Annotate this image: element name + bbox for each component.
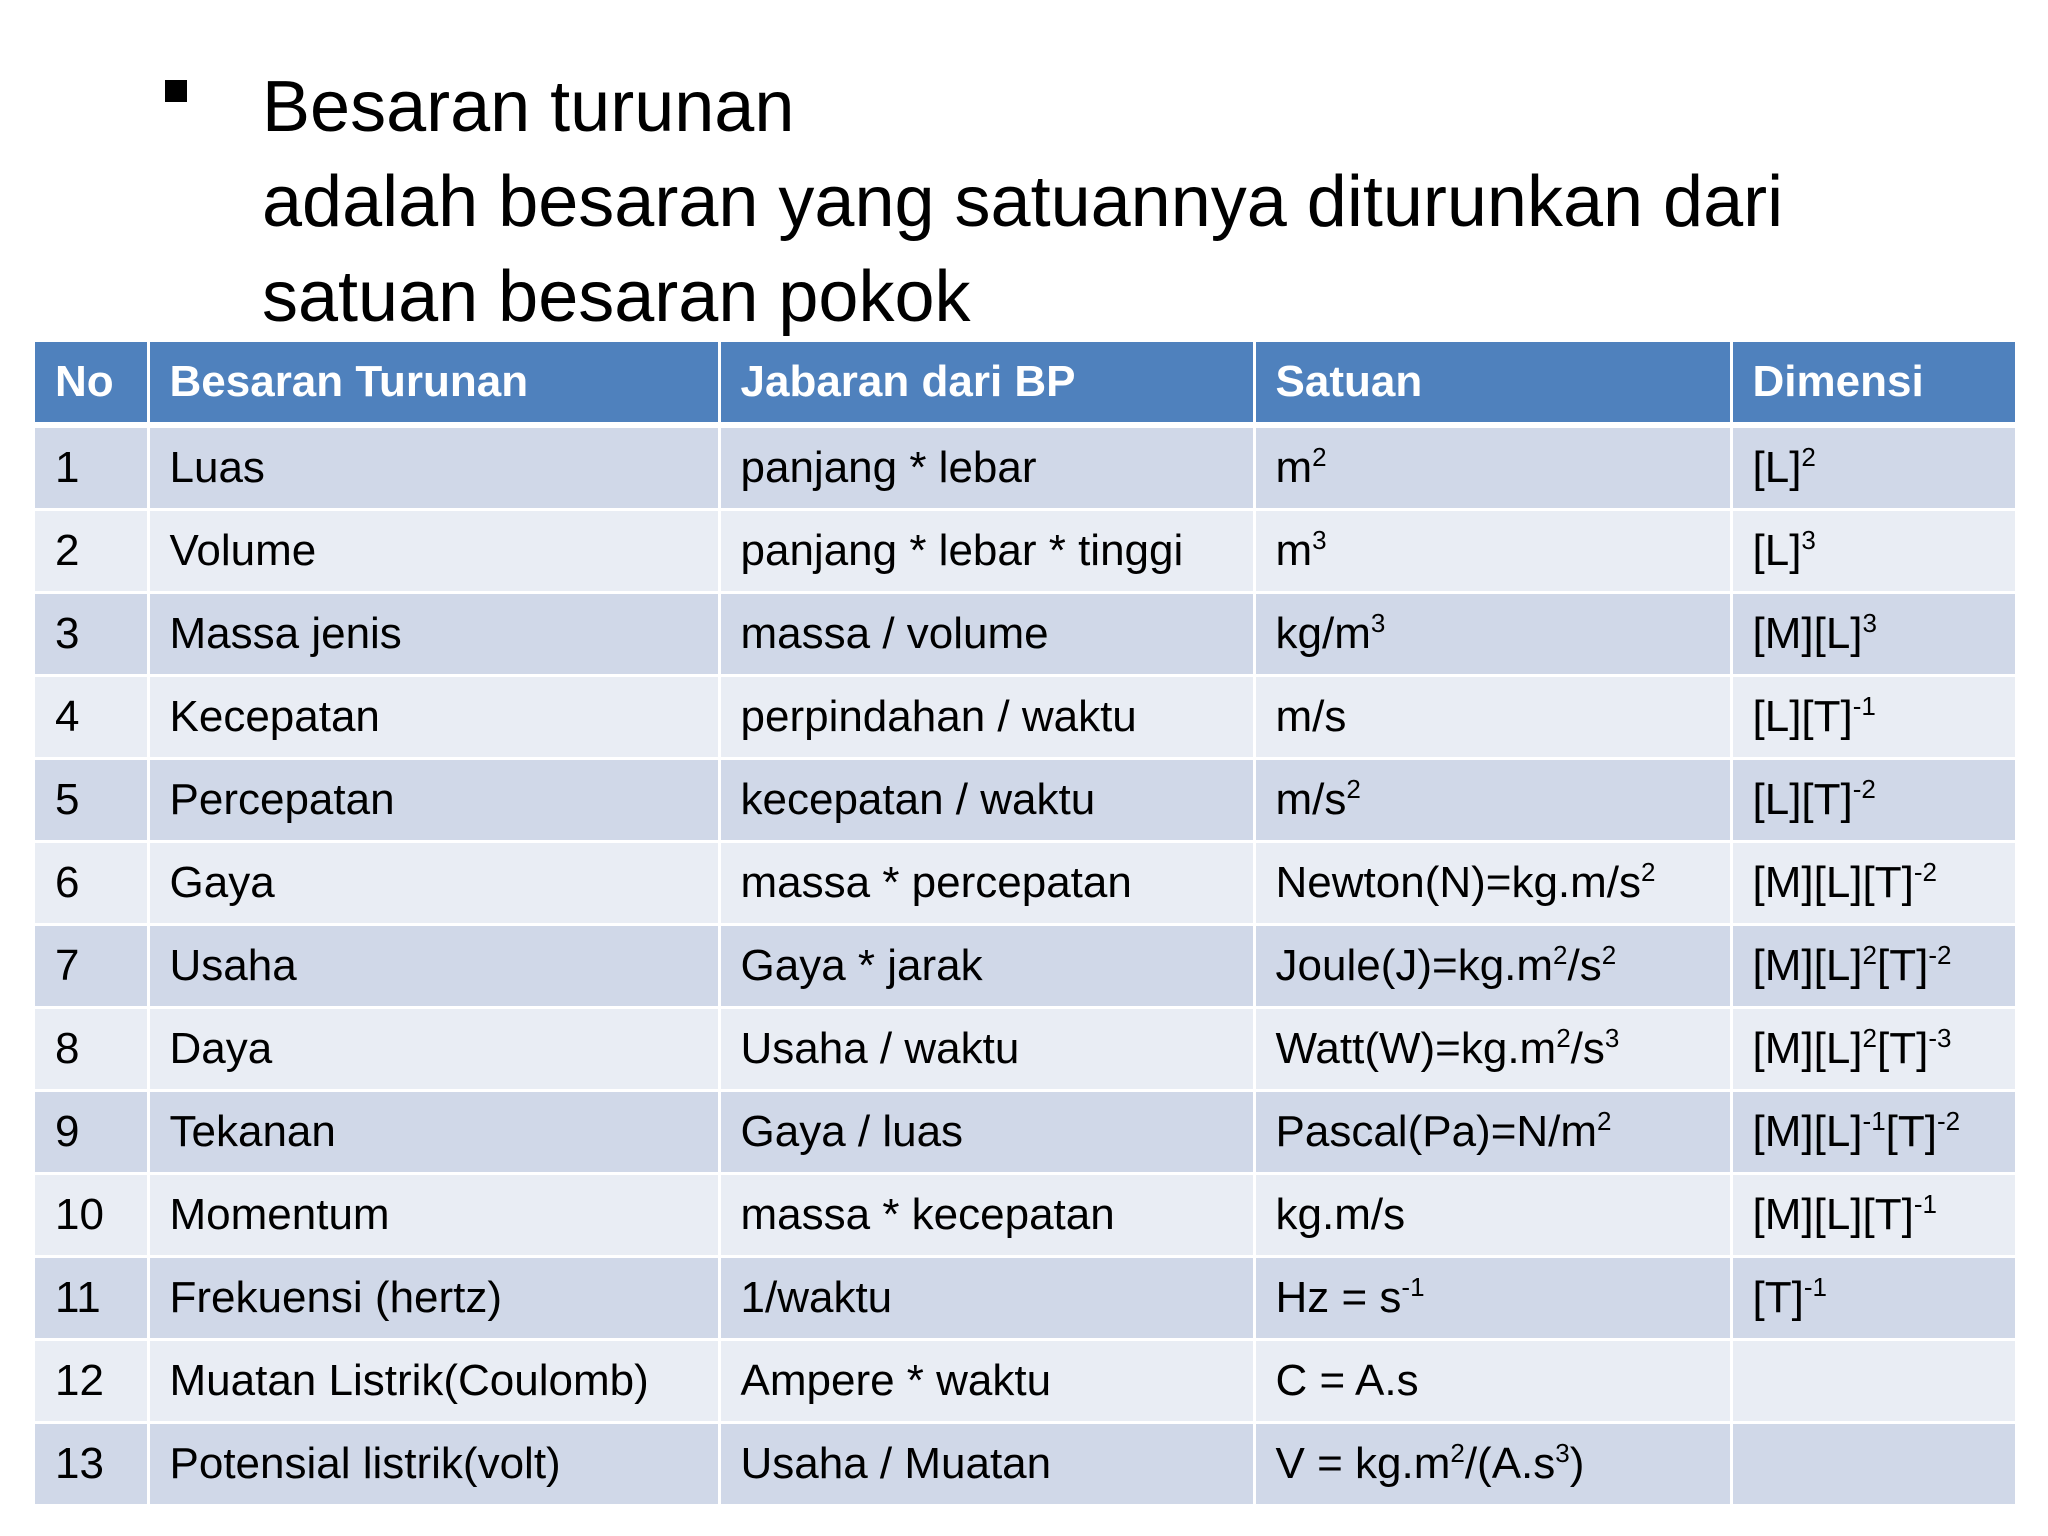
superscript: 3 — [1312, 525, 1327, 555]
cell-satuan — [1254, 925, 1731, 1008]
heading-text — [262, 60, 1783, 345]
cell-satuan — [1254, 1423, 1731, 1506]
cell-besaran-turunan: Muatan Listrik(Coulomb) — [148, 1340, 719, 1423]
superscript: -1 — [1852, 691, 1876, 721]
superscript: 2 — [1862, 1023, 1877, 1053]
cell-jabaran: Gaya * jarak — [719, 925, 1254, 1008]
cell-besaran-turunan: Frekuensi (hertz) — [148, 1257, 719, 1340]
cell-dimensi — [1731, 1174, 2015, 1257]
cell-dimensi — [1731, 842, 2015, 925]
superscript: -1 — [1401, 1272, 1425, 1302]
square-bullet-icon — [165, 80, 187, 102]
superscript: 3 — [1801, 525, 1816, 555]
text-part: kg/m — [1275, 609, 1371, 658]
cell-no: 5 — [35, 759, 148, 842]
cell-besaran-turunan: Tekanan — [148, 1091, 719, 1174]
text-part: m — [1275, 526, 1313, 575]
text-part: m — [1275, 443, 1313, 492]
superscript: -1 — [1913, 1189, 1937, 1219]
cell-dimensi — [1731, 1423, 2015, 1506]
text-part: [T] — [1877, 1024, 1929, 1073]
text-part: [M][L][T] — [1752, 858, 1914, 907]
text-part: [T] — [1752, 1273, 1804, 1322]
cell-dimensi — [1731, 925, 2015, 1008]
cell-dimensi — [1731, 425, 2015, 510]
table-row — [35, 842, 2015, 925]
cell-jabaran: 1/waktu — [719, 1257, 1254, 1340]
cell-besaran-turunan: Luas — [148, 425, 719, 510]
cell-besaran-turunan: Gaya — [148, 842, 719, 925]
cell-no: 11 — [35, 1257, 148, 1340]
cell-jabaran: perpindahan / waktu — [719, 676, 1254, 759]
cell-besaran-turunan: Volume — [148, 510, 719, 593]
cell-satuan — [1254, 1008, 1731, 1091]
cell-jabaran: massa / volume — [719, 593, 1254, 676]
heading-title: Besaran turunan — [262, 67, 795, 147]
text-part: [M][L] — [1752, 941, 1863, 990]
cell-jabaran: Usaha / Muatan — [719, 1423, 1254, 1506]
text-part: m/s — [1275, 775, 1347, 824]
table-body — [35, 425, 2015, 1506]
superscript: -2 — [1936, 1106, 1961, 1136]
cell-dimensi — [1731, 593, 2015, 676]
cell-besaran-turunan: Massa jenis — [148, 593, 719, 676]
cell-satuan — [1254, 425, 1731, 510]
cell-satuan — [1254, 842, 1731, 925]
cell-jabaran: kecepatan / waktu — [719, 759, 1254, 842]
table-row — [35, 1423, 2015, 1506]
text-part: /(A.s — [1464, 1439, 1556, 1488]
superscript: 2 — [1556, 1023, 1571, 1053]
cell-dimensi — [1731, 1257, 2015, 1340]
cell-besaran-turunan: Momentum — [148, 1174, 719, 1257]
cell-satuan — [1254, 676, 1731, 759]
cell-no: 9 — [35, 1091, 148, 1174]
superscript: -2 — [1928, 940, 1952, 970]
cell-satuan — [1254, 1257, 1731, 1340]
superscript: -3 — [1928, 1023, 1952, 1053]
superscript: -2 — [1913, 857, 1937, 887]
text-part: Joule(J)=kg.m — [1275, 941, 1554, 990]
superscript: 2 — [1553, 940, 1568, 970]
cell-besaran-turunan: Usaha — [148, 925, 719, 1008]
cell-dimensi — [1731, 759, 2015, 842]
cell-no: 8 — [35, 1008, 148, 1091]
table-row — [35, 759, 2015, 842]
superscript: 2 — [1801, 442, 1816, 472]
cell-jabaran: Gaya / luas — [719, 1091, 1254, 1174]
text-part: [T] — [1877, 941, 1929, 990]
text-part: [M][L] — [1752, 609, 1863, 658]
superscript: -1 — [1862, 1106, 1886, 1136]
header-no: No — [35, 342, 148, 425]
superscript: 2 — [1597, 1106, 1612, 1136]
superscript: 2 — [1450, 1438, 1465, 1468]
table-row — [35, 510, 2015, 593]
text-part: Newton(N)=kg.m/s — [1275, 858, 1642, 907]
text-part: /s — [1567, 941, 1602, 990]
cell-no: 10 — [35, 1174, 148, 1257]
text-part: Pascal(Pa)=N/m — [1275, 1107, 1598, 1156]
text-part: [M][L][T] — [1752, 1190, 1914, 1239]
cell-no: 1 — [35, 425, 148, 510]
table-row — [35, 1340, 2015, 1423]
text-part: kg.m/s — [1275, 1190, 1406, 1239]
cell-dimensi — [1731, 1008, 2015, 1091]
cell-besaran-turunan: Percepatan — [148, 759, 719, 842]
cell-dimensi — [1731, 1091, 2015, 1174]
cell-no: 4 — [35, 676, 148, 759]
cell-no: 7 — [35, 925, 148, 1008]
text-part: [M][L] — [1752, 1107, 1863, 1156]
superscript: 2 — [1312, 442, 1327, 472]
cell-no: 6 — [35, 842, 148, 925]
text-part: [L] — [1752, 526, 1802, 575]
cell-no: 13 — [35, 1423, 148, 1506]
cell-besaran-turunan: Daya — [148, 1008, 719, 1091]
cell-satuan — [1254, 510, 1731, 593]
header-dimensi: Dimensi — [1731, 342, 2015, 425]
table-row — [35, 1174, 2015, 1257]
text-part: [L][T] — [1752, 775, 1853, 824]
text-part: Watt(W)=kg.m — [1275, 1024, 1557, 1073]
cell-besaran-turunan: Kecepatan — [148, 676, 719, 759]
cell-no: 3 — [35, 593, 148, 676]
heading-definition-line-1: adalah besaran yang satuannya diturunkan dari — [262, 162, 1784, 242]
superscript: 3 — [1555, 1438, 1570, 1468]
text-part: [T] — [1885, 1107, 1937, 1156]
cell-satuan — [1254, 1174, 1731, 1257]
table-row — [35, 925, 2015, 1008]
superscript: 2 — [1862, 940, 1877, 970]
text-part: m/s — [1275, 692, 1347, 741]
superscript: 3 — [1370, 608, 1386, 638]
cell-jabaran: massa * percepatan — [719, 842, 1254, 925]
cell-satuan — [1254, 759, 1731, 842]
text-part: C = A.s — [1275, 1356, 1419, 1405]
header-jabaran: Jabaran dari BP — [719, 342, 1254, 425]
text-part: [M][L] — [1752, 1024, 1863, 1073]
slide-heading — [0, 60, 2048, 337]
cell-jabaran: panjang * lebar — [719, 425, 1254, 510]
cell-satuan — [1254, 593, 1731, 676]
superscript: -2 — [1852, 774, 1876, 804]
table-row — [35, 1257, 2015, 1340]
superscript: 2 — [1601, 940, 1617, 970]
cell-besaran-turunan: Potensial listrik(volt) — [148, 1423, 719, 1506]
text-part: /s — [1570, 1024, 1605, 1073]
cell-jabaran: panjang * lebar * tinggi — [719, 510, 1254, 593]
cell-dimensi — [1731, 510, 2015, 593]
cell-no: 2 — [35, 510, 148, 593]
cell-jabaran: Ampere * waktu — [719, 1340, 1254, 1423]
heading-definition-line-2: satuan besaran pokok — [262, 257, 971, 337]
superscript: 2 — [1346, 774, 1361, 804]
text-part: [L] — [1752, 443, 1802, 492]
table-row — [35, 1008, 2015, 1091]
superscript: 3 — [1862, 608, 1877, 638]
text-part: Hz = s — [1275, 1273, 1402, 1322]
cell-satuan — [1254, 1340, 1731, 1423]
text-part: [L][T] — [1752, 692, 1853, 741]
cell-jabaran: massa * kecepatan — [719, 1174, 1254, 1257]
table-row — [35, 1091, 2015, 1174]
cell-jabaran: Usaha / waktu — [719, 1008, 1254, 1091]
superscript: 2 — [1641, 857, 1656, 887]
table-header-row — [35, 342, 2015, 425]
table-row — [35, 425, 2015, 510]
superscript: 3 — [1604, 1023, 1620, 1053]
header-besaran-turunan: Besaran Turunan — [148, 342, 719, 425]
derived-quantities-table — [35, 342, 2015, 1507]
cell-satuan — [1254, 1091, 1731, 1174]
text-part: ) — [1569, 1439, 1585, 1488]
header-satuan: Satuan — [1254, 342, 1731, 425]
cell-dimensi — [1731, 1340, 2015, 1423]
cell-no: 12 — [35, 1340, 148, 1423]
table-row — [35, 676, 2015, 759]
table-row — [35, 593, 2015, 676]
text-part: V = kg.m — [1275, 1439, 1451, 1488]
cell-dimensi — [1731, 676, 2015, 759]
superscript: -1 — [1803, 1272, 1827, 1302]
